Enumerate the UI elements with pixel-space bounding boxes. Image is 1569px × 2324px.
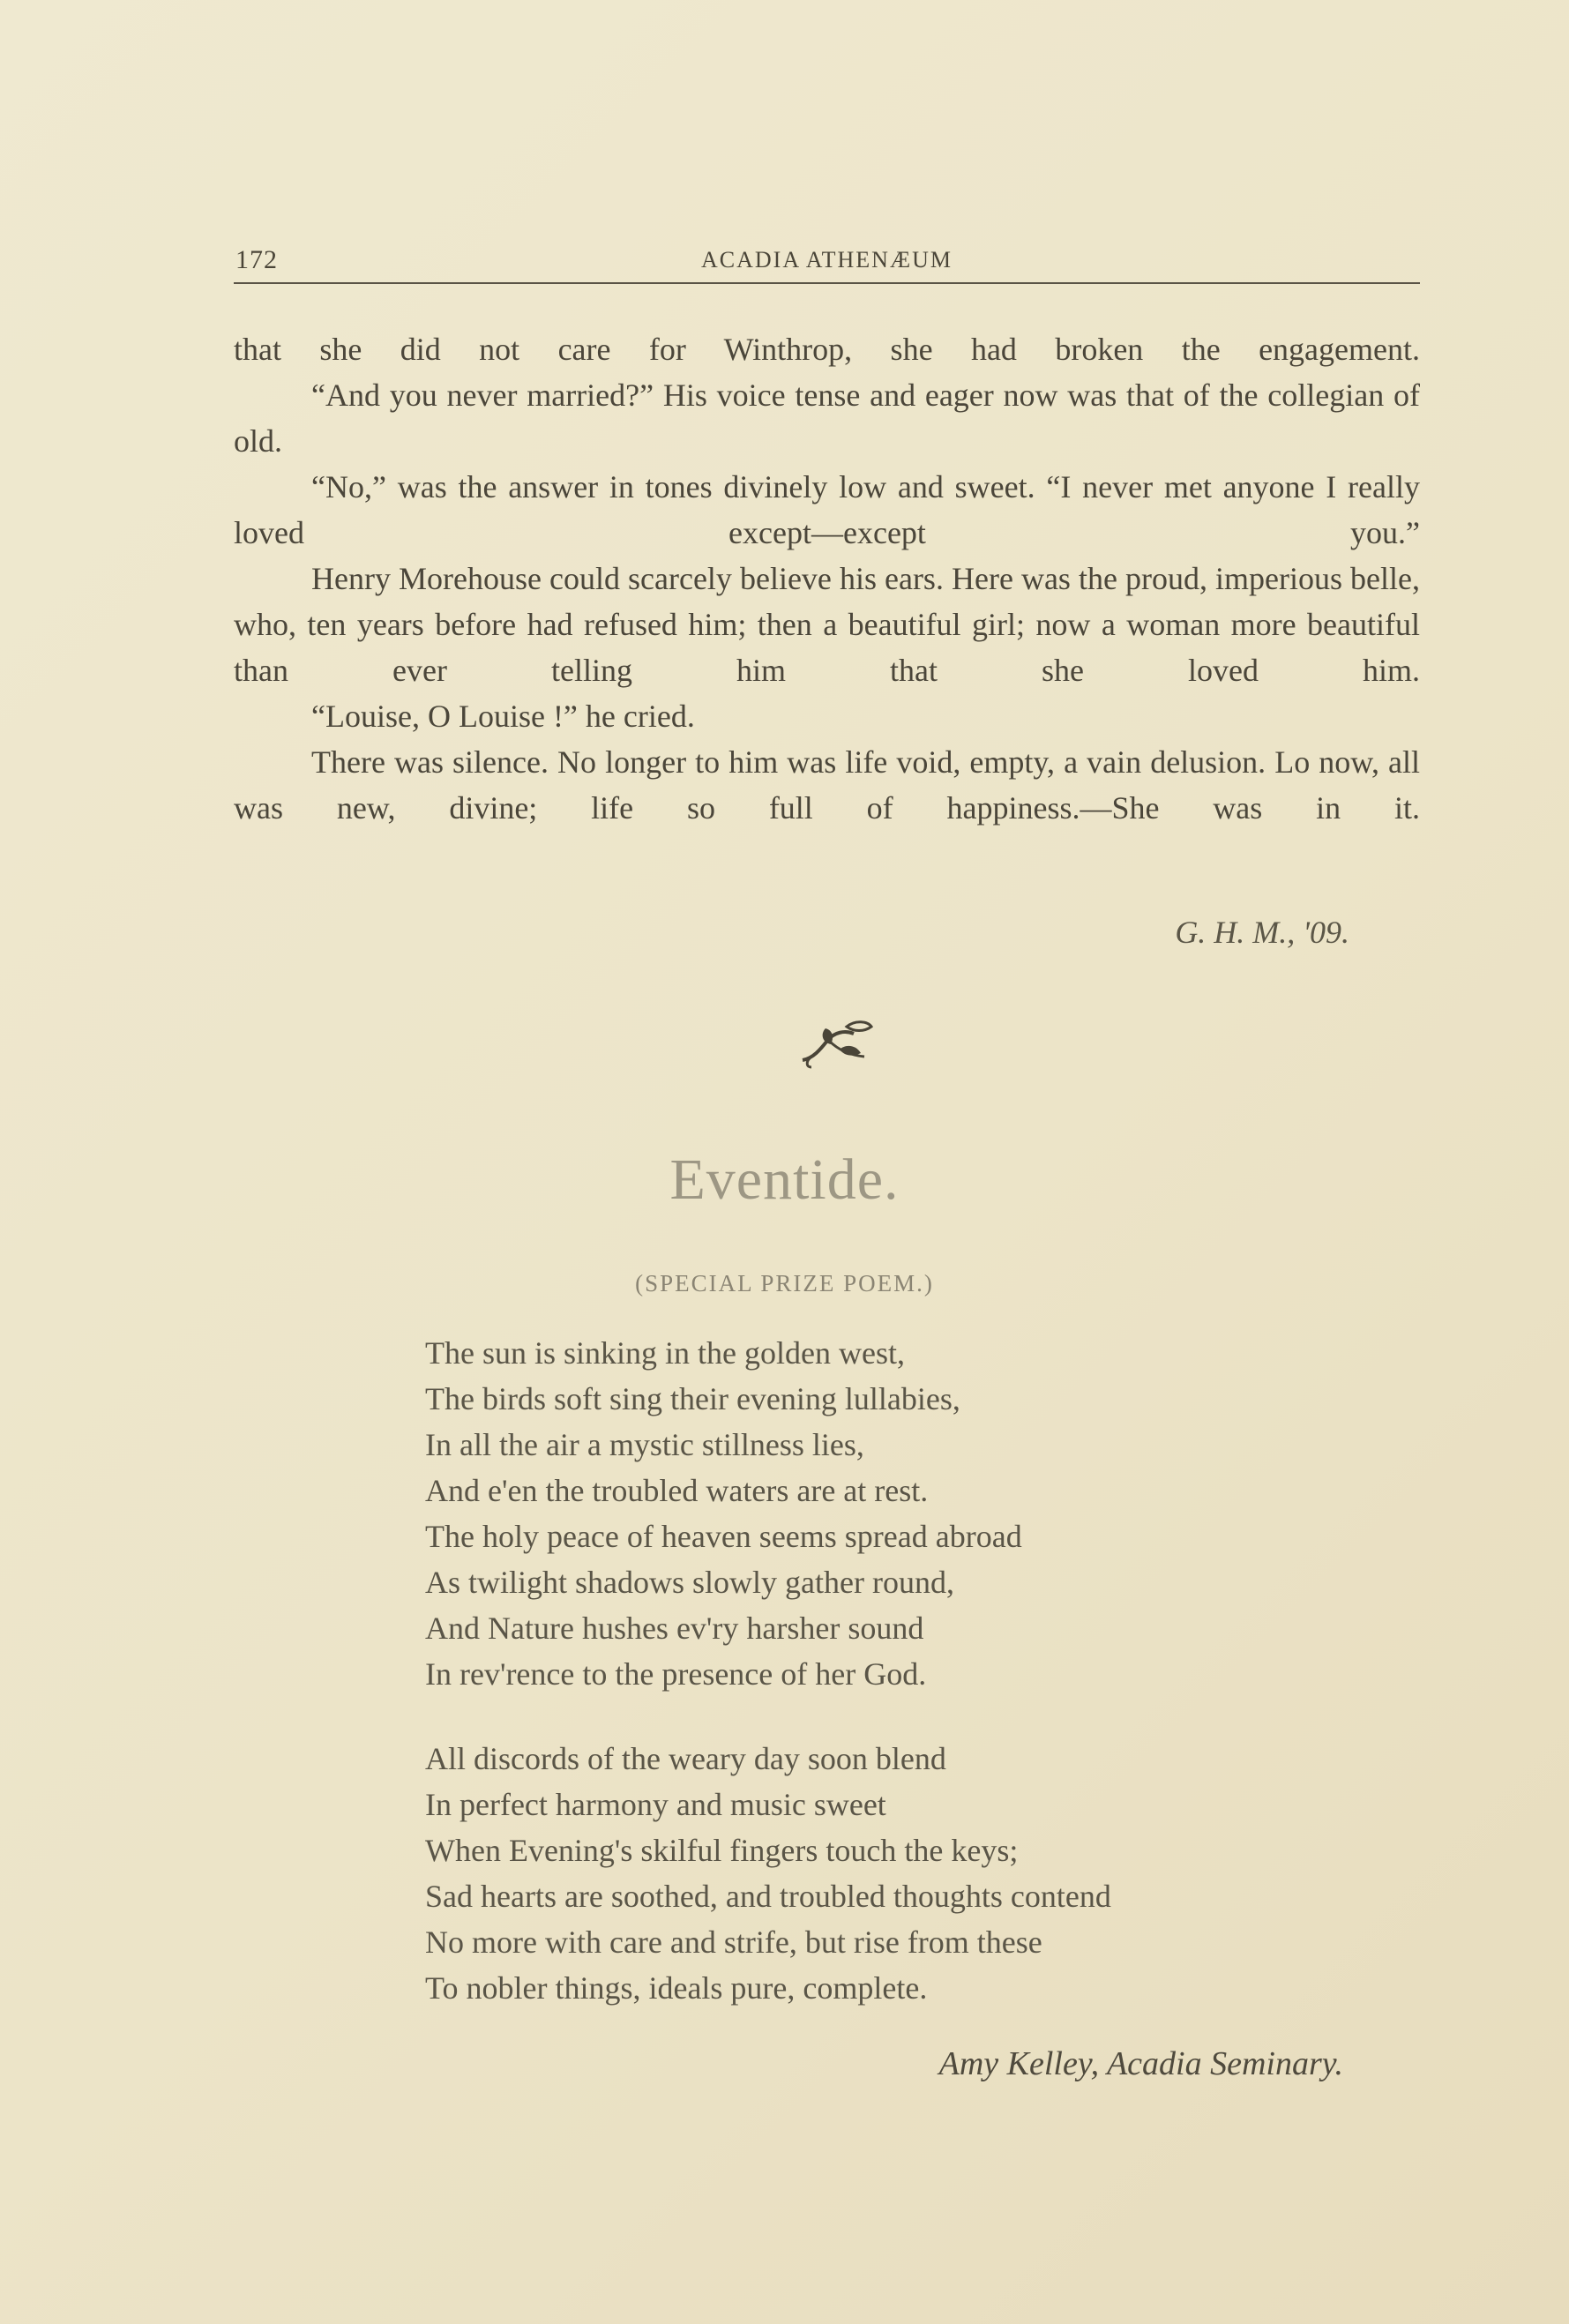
poem-line: As twilight shadows slowly gather round, bbox=[425, 1565, 954, 1600]
poem-line: In perfect harmony and music sweet bbox=[425, 1787, 886, 1822]
poem-line: And e'en the troubled waters are at rest. bbox=[425, 1473, 929, 1508]
poem-line: All discords of the weary day soon blend bbox=[425, 1741, 946, 1776]
paragraph: “And you never married?” His voice tense and eager now was that of the collegian of old. bbox=[234, 377, 1420, 459]
paragraph: “Louise, O Louise !” he cried. bbox=[311, 699, 695, 734]
poem-line: No more with care and strife, but rise from these bbox=[425, 1924, 1042, 1960]
poem-line: Sad hearts are soothed, and troubled thoughts contend bbox=[425, 1879, 1111, 1914]
poem-line: In rev'rence to the presence of her God. bbox=[425, 1656, 927, 1692]
poem-line: The birds soft sing their evening lullabies, bbox=[425, 1381, 960, 1416]
fleuron-ornament-icon bbox=[794, 1014, 882, 1076]
poem-subtitle: (SPECIAL PRIZE POEM.) bbox=[635, 1270, 934, 1297]
paragraph: Henry Morehouse could scarcely believe his ears. Here was the proud, imperious belle, who, ten years before had refused him; then a beautiful girl; now a woman more beautiful than ever telling him that she loved him. bbox=[234, 561, 1420, 688]
poem-stanza-1 bbox=[425, 1330, 1022, 1697]
poem-line: When Evening's skilful fingers touch the keys; bbox=[425, 1833, 1019, 1868]
story-signature: G. H. M., '09. bbox=[1175, 915, 1349, 950]
poem-line: The sun is sinking in the golden west, bbox=[425, 1335, 905, 1371]
paragraph: that she did not care for Winthrop, she had broken the engagement. bbox=[234, 332, 1420, 367]
page-number: 172 bbox=[235, 245, 278, 274]
poem-author: Amy Kelley, Acadia Seminary. bbox=[938, 2045, 1343, 2082]
poem-line: To nobler things, ideals pure, complete. bbox=[425, 1970, 928, 2006]
running-head: ACADIA ATHENÆUM bbox=[701, 247, 953, 273]
paragraph: “No,” was the answer in tones divinely low and sweet. “I never met anyone I really loved except—except you.” bbox=[234, 469, 1420, 550]
poem-stanza-2 bbox=[425, 1736, 1111, 2011]
page-header bbox=[234, 240, 1420, 284]
poem-line: And Nature hushes ev'ry harsher sound bbox=[425, 1610, 924, 1646]
paragraph: There was silence. No longer to him was life void, empty, a vain delusion. Lo now, all was new, divine; life so full of happiness.—She was in it. bbox=[234, 744, 1420, 826]
poem-line: In all the air a mystic stillness lies, bbox=[425, 1427, 864, 1462]
poem-title: Eventide. bbox=[669, 1147, 900, 1212]
story-conclusion bbox=[234, 326, 1420, 831]
poem-line: The holy peace of heaven seems spread abroad bbox=[425, 1519, 1022, 1554]
